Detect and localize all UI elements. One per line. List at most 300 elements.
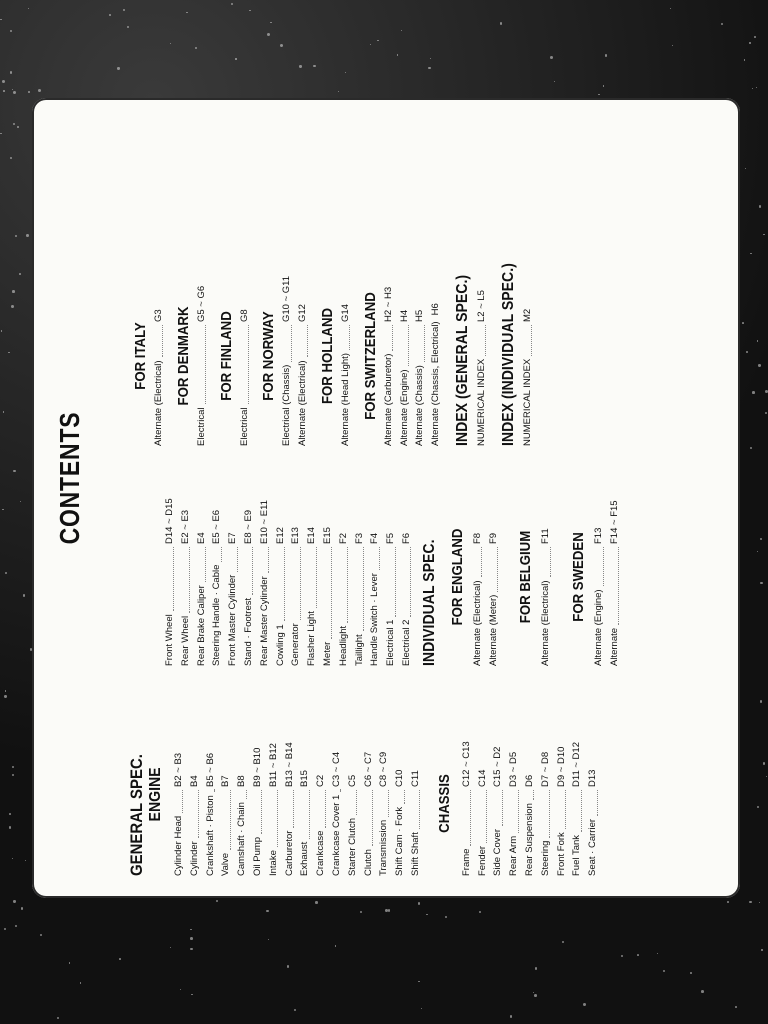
noise-speck bbox=[742, 322, 744, 324]
denmark-heading: FOR DENMARK bbox=[174, 306, 192, 406]
contents-entry bbox=[591, 488, 607, 666]
contents-entry bbox=[376, 731, 392, 876]
leader-dots bbox=[477, 325, 486, 356]
contents-entry bbox=[459, 731, 475, 876]
leader-dots bbox=[341, 325, 350, 350]
entry-page: B2 ~ B3 bbox=[173, 752, 184, 787]
entry-page: H2 ~ H3 bbox=[382, 286, 394, 322]
noise-speck bbox=[28, 91, 30, 93]
column-countries bbox=[132, 263, 536, 446]
noise-speck bbox=[500, 22, 502, 24]
entry-label: Shift Shaft bbox=[409, 832, 421, 876]
leader-dots bbox=[181, 547, 190, 613]
entry-page: E5 ~ E6 bbox=[211, 509, 223, 544]
entry-label: Exhaust bbox=[299, 841, 311, 876]
leader-dots bbox=[197, 325, 206, 404]
noise-speck bbox=[763, 762, 765, 764]
noise-speck bbox=[13, 900, 15, 902]
leader-dots bbox=[364, 790, 373, 846]
noise-speck bbox=[760, 538, 762, 540]
noise-speck bbox=[657, 953, 658, 954]
noise-speck bbox=[80, 982, 81, 983]
entry-label: Alternate (Electrical) bbox=[471, 580, 483, 666]
leader-dots bbox=[213, 547, 222, 562]
noise-speck bbox=[746, 351, 748, 353]
entry-page: F5 bbox=[385, 532, 397, 544]
sweden-heading: FOR SWEDEN bbox=[570, 532, 588, 622]
entry-label: Seat · Carrier bbox=[587, 818, 599, 876]
entry-page: C2 bbox=[315, 774, 327, 787]
entry-label: Rear Wheel bbox=[179, 615, 191, 666]
entry-page: C11 bbox=[409, 770, 421, 787]
entry-page: C10 bbox=[394, 769, 406, 787]
noise-speck bbox=[554, 81, 555, 82]
entry-label: Starter Clutch bbox=[346, 817, 358, 876]
entry-page: C8 ~ C9 bbox=[378, 751, 390, 787]
contents-entry bbox=[399, 488, 415, 666]
entry-label: Clutch bbox=[362, 849, 374, 876]
leader-dots bbox=[240, 325, 249, 404]
entry-label: Frame bbox=[460, 848, 472, 876]
entry-label: Rear Arm bbox=[508, 835, 520, 876]
entry-label: Electrical (Chassis) bbox=[281, 364, 293, 446]
entry-page: D6 bbox=[523, 774, 535, 787]
norway-list bbox=[279, 266, 311, 446]
contents-entry bbox=[408, 731, 424, 876]
entry-label: Taillight bbox=[353, 634, 365, 666]
leader-dots bbox=[400, 325, 409, 366]
entry-page: D9 ~ D10 bbox=[555, 746, 567, 787]
leader-dots bbox=[411, 790, 420, 829]
noise-speck bbox=[758, 364, 760, 366]
noise-speck bbox=[418, 981, 420, 983]
leader-dots bbox=[197, 547, 206, 582]
noise-speck bbox=[749, 901, 751, 903]
contents-entry bbox=[428, 266, 444, 446]
sweden-list bbox=[591, 488, 623, 666]
contents-entry bbox=[392, 731, 408, 876]
contents-page bbox=[32, 98, 740, 898]
entry-page: G8 bbox=[238, 309, 250, 322]
contents-entry bbox=[273, 488, 289, 666]
noise-speck bbox=[759, 902, 760, 903]
entry-label: Flasher Light bbox=[306, 611, 318, 666]
leader-dots bbox=[253, 790, 262, 834]
leader-dots bbox=[222, 790, 231, 850]
leader-dots bbox=[478, 790, 487, 843]
contents-entry bbox=[209, 488, 225, 666]
holland-list bbox=[338, 266, 354, 446]
entry-label: Carburetor bbox=[283, 830, 295, 876]
noise-speck bbox=[760, 582, 763, 585]
index-individual-heading: INDEX (INDIVIDUAL SPEC.) bbox=[499, 263, 517, 446]
contents-entry bbox=[412, 266, 428, 446]
leader-dots bbox=[595, 547, 604, 586]
entry-label: Generator bbox=[290, 623, 302, 666]
leader-dots bbox=[190, 790, 199, 838]
noise-speck bbox=[5, 572, 7, 574]
index-general-heading: INDEX (GENERAL SPEC.) bbox=[453, 274, 471, 446]
england-heading: FOR ENGLAND bbox=[448, 528, 466, 626]
noise-speck bbox=[299, 65, 301, 67]
entry-label: Fuel Tank bbox=[571, 834, 583, 876]
leader-dots bbox=[154, 325, 163, 357]
entry-page: G3 bbox=[153, 309, 164, 322]
noise-speck bbox=[605, 54, 607, 56]
leader-dots bbox=[165, 547, 174, 611]
noise-speck bbox=[119, 958, 121, 960]
noise-speck bbox=[766, 776, 767, 777]
entry-label: Transmission bbox=[378, 819, 390, 876]
entry-page: H6 bbox=[430, 303, 442, 316]
noise-speck bbox=[3, 411, 4, 412]
noise-speck bbox=[418, 902, 421, 905]
entry-page: B15 bbox=[299, 770, 311, 787]
switzerland-list bbox=[381, 266, 444, 446]
contents-entry bbox=[266, 731, 282, 876]
entry-page: H5 bbox=[414, 309, 426, 322]
contents-entry bbox=[250, 731, 266, 876]
entry-page: F8 bbox=[471, 532, 483, 544]
leader-dots bbox=[292, 547, 301, 620]
contents-entry bbox=[336, 488, 352, 666]
noise-speck bbox=[690, 972, 692, 974]
italy-heading: FOR ITALY bbox=[132, 322, 149, 390]
noise-speck bbox=[235, 58, 236, 59]
entry-page: C12 ~ C13 bbox=[460, 741, 472, 787]
switzerland-heading: FOR SWITZERLAND bbox=[361, 292, 379, 420]
leader-dots bbox=[380, 790, 389, 817]
entry-label: Steering bbox=[539, 840, 551, 876]
leader-dots bbox=[229, 547, 238, 572]
entry-page: F3 bbox=[353, 532, 365, 544]
noise-speck bbox=[19, 273, 21, 275]
contents-entry bbox=[162, 488, 178, 666]
contents-entry bbox=[522, 731, 538, 876]
entry-label: Cylinder Head bbox=[173, 815, 184, 876]
noise-speck bbox=[735, 1006, 737, 1008]
leader-dots bbox=[317, 790, 326, 828]
entry-label: Alternate (Electrical) bbox=[540, 580, 552, 666]
entry-label: Front Wheel bbox=[164, 614, 175, 666]
leader-dots bbox=[523, 325, 532, 356]
leader-dots bbox=[301, 790, 310, 839]
leader-dots bbox=[542, 547, 551, 577]
noise-speck bbox=[760, 700, 762, 702]
noise-speck bbox=[170, 947, 171, 948]
entry-page: F9 bbox=[487, 532, 499, 544]
entry-label: Electrical 1 bbox=[385, 619, 397, 666]
chassis-list bbox=[459, 731, 601, 876]
noise-speck bbox=[756, 87, 757, 88]
entry-page: B8 bbox=[236, 775, 248, 787]
noise-speck bbox=[69, 962, 70, 963]
chassis-heading: CHASSIS bbox=[435, 774, 453, 833]
leader-dots bbox=[244, 547, 253, 595]
leader-dots bbox=[473, 547, 482, 577]
leader-dots bbox=[589, 790, 598, 816]
noise-speck bbox=[765, 412, 767, 414]
contents-entry bbox=[345, 731, 361, 876]
contents-entry bbox=[171, 731, 187, 876]
entry-page: C15 ~ D2 bbox=[492, 746, 504, 787]
leader-dots bbox=[332, 790, 341, 792]
noise-speck bbox=[313, 65, 315, 67]
noise-speck bbox=[749, 42, 750, 43]
leader-dots bbox=[174, 790, 183, 813]
leader-dots bbox=[355, 547, 364, 631]
entry-page: G14 bbox=[339, 304, 351, 322]
entry-label: Intake bbox=[267, 850, 279, 876]
contents-entry bbox=[313, 731, 329, 876]
leader-dots bbox=[541, 790, 550, 838]
entry-label: Crankcase Cover 1 bbox=[330, 794, 342, 876]
leader-dots bbox=[573, 790, 582, 832]
finland-heading: FOR FINLAND bbox=[217, 311, 235, 401]
entry-page: G12 bbox=[297, 304, 309, 322]
entry-label: Electrical bbox=[195, 407, 207, 446]
entry-page: F4 bbox=[369, 532, 381, 544]
contents-entry bbox=[367, 488, 383, 666]
entry-page: E13 bbox=[290, 527, 302, 544]
entry-page: F13 bbox=[593, 527, 605, 544]
contents-entry bbox=[352, 488, 368, 666]
entry-label: Alternate (Meter) bbox=[487, 594, 499, 666]
noise-speck bbox=[4, 695, 6, 697]
entry-label: Alternate bbox=[608, 627, 620, 666]
entry-page: B5 ~ B6 bbox=[204, 752, 216, 787]
contents-entry bbox=[383, 488, 399, 666]
contents-entry bbox=[338, 266, 354, 446]
leader-dots bbox=[384, 325, 393, 351]
leader-dots bbox=[462, 790, 471, 846]
leader-dots bbox=[206, 790, 215, 792]
leader-dots bbox=[416, 325, 425, 362]
noise-speck bbox=[117, 67, 119, 69]
leader-dots bbox=[269, 790, 278, 847]
contents-entry bbox=[257, 488, 273, 666]
contents-entry bbox=[282, 731, 298, 876]
england-list bbox=[470, 488, 502, 666]
noise-speck bbox=[190, 948, 192, 950]
belgium-heading: FOR BELGIUM bbox=[517, 530, 535, 624]
entry-label: Cylinder bbox=[188, 841, 200, 876]
entry-label: Valve bbox=[220, 852, 232, 876]
noise-speck bbox=[583, 1003, 586, 1006]
entry-label: Rear Master Cylinder bbox=[258, 576, 270, 666]
entry-page: D3 ~ D5 bbox=[508, 751, 520, 787]
entry-page: C6 ~ C7 bbox=[362, 751, 374, 787]
entry-page: B13 ~ B14 bbox=[283, 742, 295, 787]
contents-entry bbox=[569, 731, 585, 876]
noise-speck bbox=[12, 858, 13, 859]
entry-label: Camshaft · Chain bbox=[236, 802, 248, 876]
entry-label: Rear Suspension bbox=[523, 803, 535, 876]
noise-speck bbox=[763, 234, 764, 235]
entry-page: E8 ~ E9 bbox=[242, 509, 254, 544]
noise-speck bbox=[759, 205, 761, 207]
entry-label: Oil Pump bbox=[251, 836, 263, 876]
leader-dots bbox=[299, 325, 308, 357]
contents-entry bbox=[234, 731, 250, 876]
entry-page: D14 ~ D15 bbox=[164, 498, 175, 544]
noise-speck bbox=[12, 290, 15, 293]
leader-dots bbox=[276, 547, 285, 621]
index-individual-list bbox=[520, 266, 536, 446]
contents-entry bbox=[203, 731, 219, 876]
contents-entry bbox=[178, 488, 194, 666]
entry-page: E4 bbox=[195, 532, 207, 544]
contents-entry bbox=[475, 731, 491, 876]
general-spec-heading: GENERAL SPEC. bbox=[127, 754, 146, 876]
entry-label: Crankshaft · Piston bbox=[204, 795, 216, 876]
norway-heading: FOR NORWAY bbox=[260, 311, 278, 401]
leader-dots bbox=[260, 547, 269, 573]
noise-speck bbox=[761, 949, 762, 950]
contents-entry bbox=[554, 731, 570, 876]
entry-page: E15 bbox=[321, 527, 333, 544]
noise-speck bbox=[2, 509, 3, 510]
contents-entry bbox=[361, 731, 377, 876]
noise-speck bbox=[550, 56, 553, 59]
entry-page: F6 bbox=[400, 532, 412, 544]
entry-page: D11 ~ D12 bbox=[571, 742, 583, 787]
contents-entry bbox=[187, 731, 203, 876]
contents-entry bbox=[295, 266, 311, 446]
entry-page: E14 bbox=[306, 527, 318, 544]
entry-label: Alternate (Chassis, Electrical) bbox=[430, 321, 442, 446]
entry-label: Cowling 1 bbox=[274, 624, 286, 666]
leader-dots bbox=[557, 790, 566, 829]
leader-dots bbox=[510, 790, 519, 833]
contents-entry bbox=[218, 731, 234, 876]
italy-list bbox=[151, 266, 167, 446]
leader-dots bbox=[238, 790, 247, 799]
entry-page: B4 bbox=[188, 775, 200, 787]
noise-speck bbox=[670, 8, 671, 9]
engine-list bbox=[171, 731, 424, 876]
entry-label: Meter bbox=[321, 641, 333, 666]
entry-page: H4 bbox=[398, 309, 410, 322]
contents-entry bbox=[194, 488, 210, 666]
entry-label: Front Master Cylinder bbox=[227, 574, 239, 666]
contents-entry bbox=[538, 731, 554, 876]
noise-speck bbox=[109, 14, 111, 16]
contents-entry bbox=[279, 266, 295, 446]
contents-entry bbox=[486, 488, 502, 666]
noise-speck bbox=[479, 911, 481, 913]
contents-entry bbox=[225, 488, 241, 666]
contents-entry bbox=[241, 488, 257, 666]
leader-dots bbox=[489, 547, 498, 592]
entry-label: Front Fork bbox=[555, 832, 567, 876]
entry-page: L2 ~ L5 bbox=[475, 290, 487, 322]
contents-entry bbox=[538, 488, 554, 666]
rotated-content bbox=[32, 98, 740, 898]
contents-entry bbox=[381, 266, 397, 446]
leader-dots bbox=[402, 547, 411, 617]
entry-page: F2 bbox=[337, 532, 349, 544]
column-more-items bbox=[162, 488, 623, 666]
entry-page: E2 ~ E3 bbox=[179, 509, 191, 544]
noise-speck bbox=[3, 90, 5, 92]
entry-label: Alternate (Head Light) bbox=[339, 353, 351, 446]
noise-speck bbox=[397, 54, 398, 55]
noise-speck bbox=[15, 235, 17, 237]
entry-label: Alternate (Engine) bbox=[398, 369, 410, 446]
noise-speck bbox=[388, 909, 390, 911]
entry-page: F11 bbox=[540, 528, 552, 544]
entry-page: C3 ~ C4 bbox=[330, 751, 342, 787]
contents-entry bbox=[474, 266, 490, 446]
entry-label: Electrical 2 bbox=[400, 619, 412, 666]
entry-page: G10 ~ G11 bbox=[281, 275, 293, 322]
leader-dots bbox=[610, 547, 619, 625]
noise-speck bbox=[294, 1009, 296, 1011]
contents-entry bbox=[329, 731, 345, 876]
noise-speck bbox=[17, 126, 19, 128]
entry-label: NUMERICAL INDEX bbox=[475, 358, 487, 446]
column-general-spec bbox=[127, 731, 601, 876]
leader-dots bbox=[371, 547, 380, 570]
noise-speck bbox=[5, 690, 6, 691]
entry-label: Alternate (Electrical) bbox=[153, 360, 164, 446]
entry-label: Headlight bbox=[337, 625, 349, 666]
more-items-list bbox=[162, 488, 415, 666]
leader-dots bbox=[308, 547, 317, 608]
entry-label: Stand · Footrest bbox=[242, 597, 254, 666]
entry-page: E7 bbox=[227, 532, 239, 544]
entry-page: B11 ~ B12 bbox=[267, 743, 279, 787]
contents-entry bbox=[490, 731, 506, 876]
page-title: CONTENTS bbox=[54, 411, 85, 545]
contents-entry bbox=[151, 266, 167, 446]
entry-label: Side Cover bbox=[492, 829, 504, 876]
contents-entry bbox=[607, 488, 623, 666]
contents-entry bbox=[320, 488, 336, 666]
noise-speck bbox=[345, 72, 346, 73]
noise-speck bbox=[216, 900, 218, 902]
entry-label: Handle Switch · Lever bbox=[369, 573, 381, 666]
contents-entry bbox=[520, 266, 536, 446]
entry-page: M2 bbox=[521, 308, 533, 322]
noise-speck bbox=[744, 59, 745, 60]
leader-dots bbox=[339, 547, 348, 623]
leader-dots bbox=[396, 790, 405, 804]
noise-speck bbox=[26, 234, 29, 237]
leader-dots bbox=[494, 790, 503, 826]
entry-label: Alternate (Engine) bbox=[593, 589, 605, 666]
entry-label: Shift Cam · Fork bbox=[394, 806, 406, 876]
noise-speck bbox=[0, 19, 1, 20]
finland-list bbox=[237, 266, 253, 446]
contents-entry bbox=[397, 266, 413, 446]
noise-speck bbox=[750, 447, 752, 449]
entry-label: Fender bbox=[476, 845, 488, 876]
contents-entry bbox=[194, 266, 210, 446]
leader-dots bbox=[283, 325, 292, 362]
noise-speck bbox=[190, 937, 193, 940]
entry-label: Alternate (Carburetor) bbox=[382, 353, 394, 446]
contents-entry bbox=[304, 488, 320, 666]
contents-entry bbox=[297, 731, 313, 876]
entry-page: B9 ~ B10 bbox=[251, 747, 263, 787]
contents-entry bbox=[470, 488, 486, 666]
noise-speck bbox=[752, 391, 755, 394]
noise-speck bbox=[533, 992, 534, 993]
entry-page: F14 ~ F15 bbox=[608, 500, 620, 544]
noise-speck bbox=[13, 470, 16, 473]
